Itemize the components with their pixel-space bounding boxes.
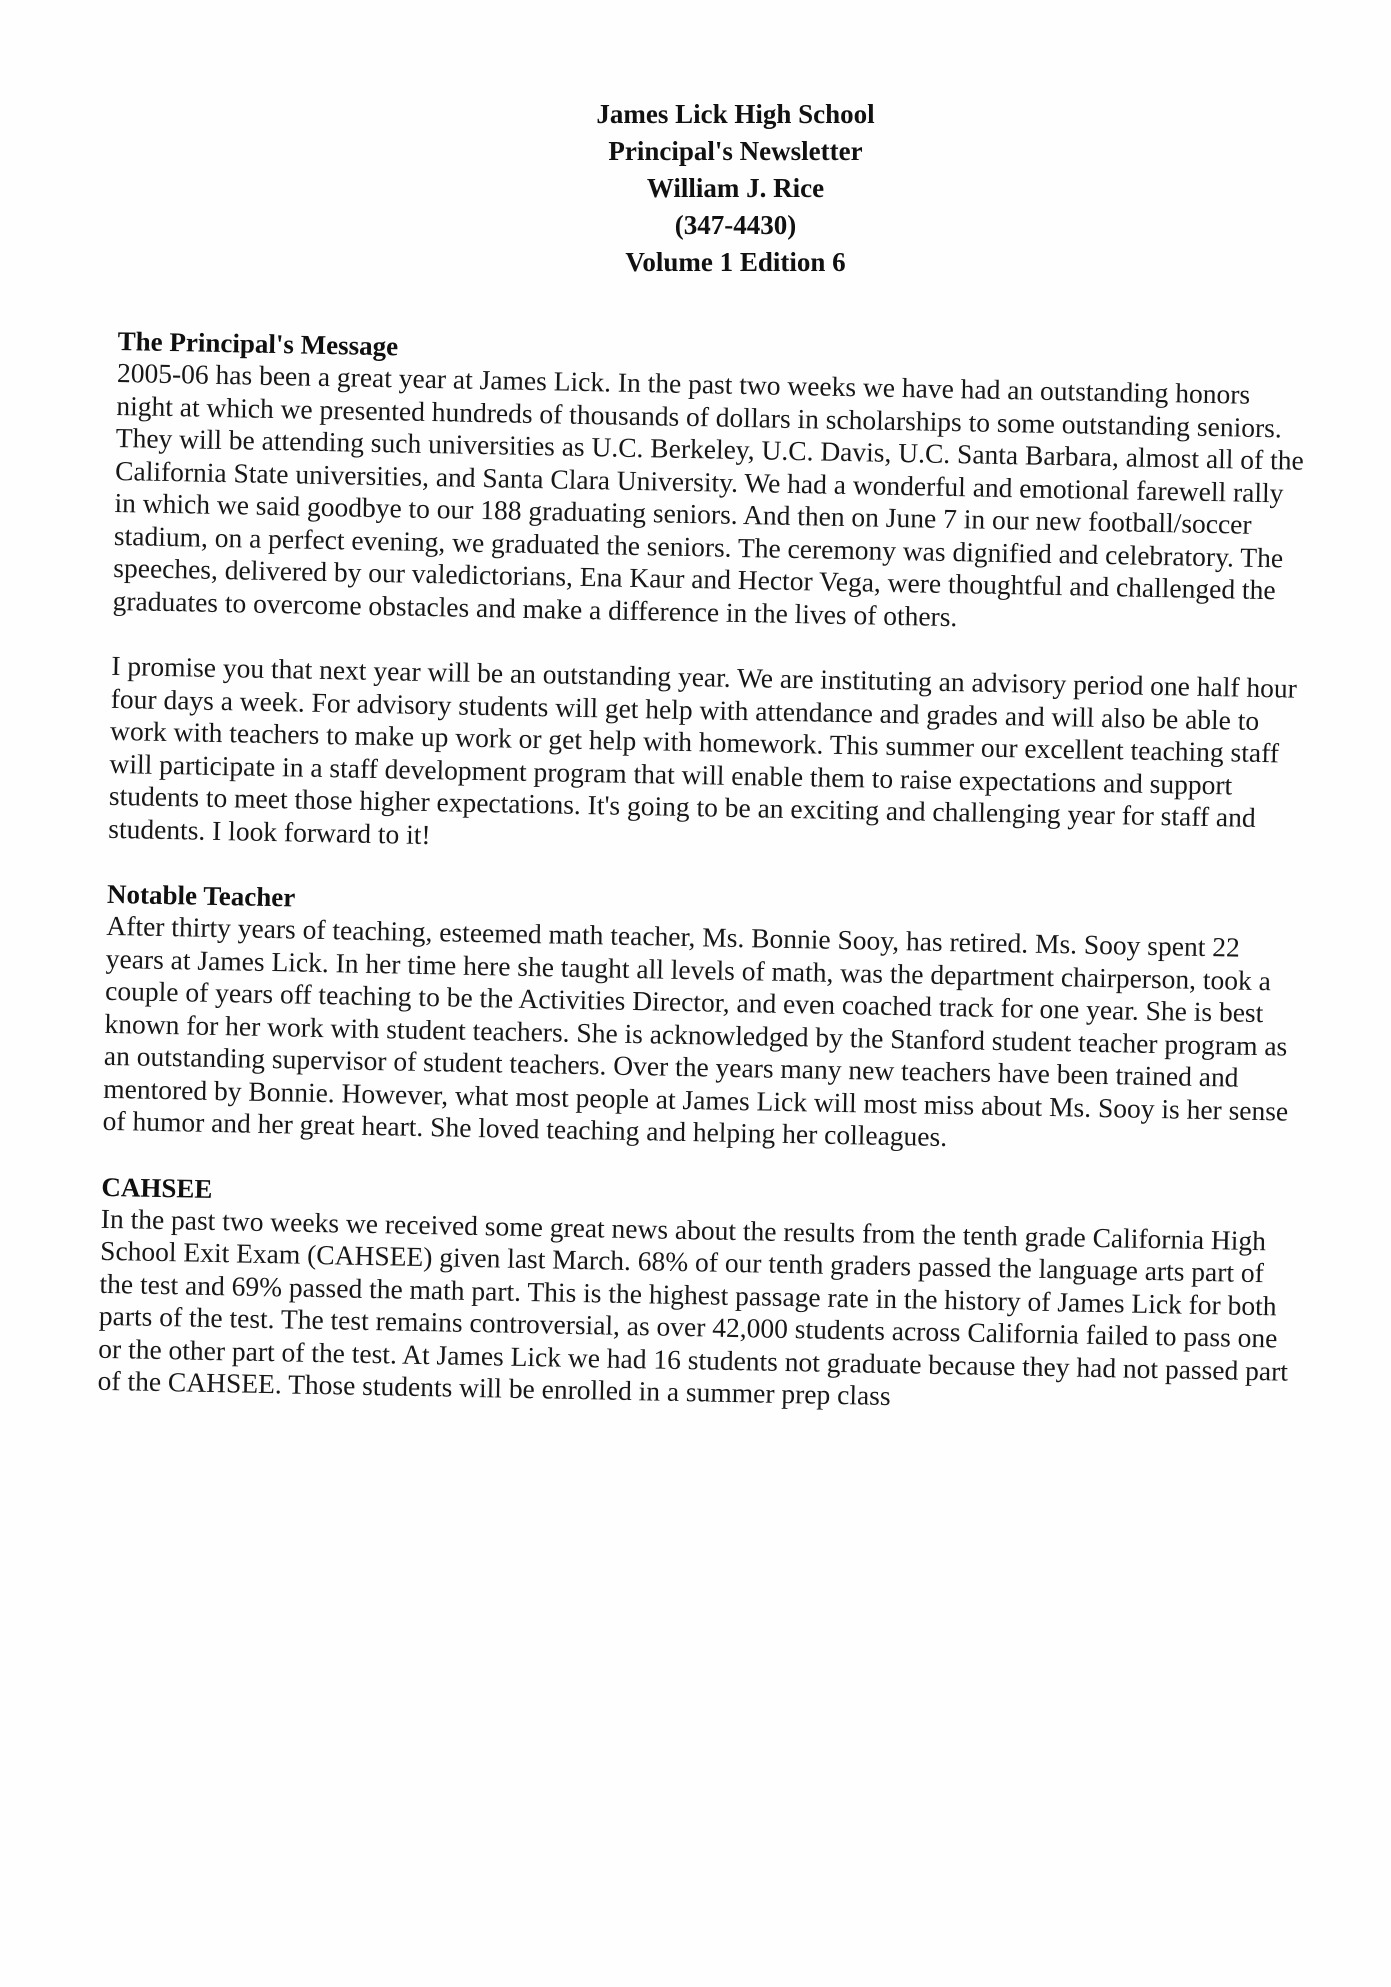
principal-message-heading: The Principal's Message (117, 325, 399, 362)
notable-teacher-heading: Notable Teacher (106, 878, 296, 913)
principal-name: William J. Rice (646, 173, 825, 203)
newsletter-body (97, 325, 1307, 1420)
principal-message-paragraph-1: 2005-06 has been a great year at James Lick. In the past two weeks we have had an outstanding honors night at which we presented hundreds of thousands of dollars in scholarships to some outstanding seniors. They will be attending such universities as U.C. Berkeley, U.C. Davis, U.C. Santa Barbara, almost all of the California State universities, and Santa Clara University. We had a wonderful and emotional farewell rally in which we said goodbye to our 188 graduating seniors. And then on June 7 in our new football/soccer stadium, on a perfect evening, we graduated the seniors. The ceremony was dignified and celebratory. The speeches, delivered by our valedictorians, Ena Kaur and Hector Vega, were thoughtful and challenged the graduates to overcome obstacles and make a difference in the lives of others. (112, 356, 1305, 632)
edition-label: Volume 1 Edition 6 (625, 247, 846, 277)
notable-teacher-paragraph: After thirty years of teaching, esteemed math teacher, Ms. Bonnie Sooy, has retired. Ms. Sooy spent 22 years at James Lick. In her time here she taught all levels of math, was the department chairperson, took a couple of years off teaching to be the Activities Director, and even coached track for one year. She is best known for her work with student teachers. She is acknowledged by the Stanford student teacher program as an outstanding supervisor of student teachers. Over the years many new teachers have been trained and mentored by Bonnie. However, what most people at James Lick will most miss about Ms. Sooy is her sense of humor and her great heart. She loved teaching and helping her colleagues. (102, 909, 1289, 1153)
cahsee-heading: CAHSEE (101, 1171, 213, 1204)
masthead (0, 96, 1391, 281)
principal-message-paragraph-2: I promise you that next year will be an outstanding year. We are instituting an advisory period one half hour four days a week. For advisory students will get help with attendance and grades and will also be able to work with teachers to make up work or get help with homework. This summer our excellent teaching staff will participate in a staff development program that will enable them to raise expectations and support students to meet those higher expectations. It's going to be an exciting and challenging year for staff and students. I look forward to it! (108, 649, 1298, 850)
school-name: James Lick High School (596, 99, 875, 129)
cahsee-paragraph: In the past two weeks we received some great news about the results from the tenth grade California High School Exit Exam (CAHSEE) given last March. 68% of our tenth graders passed the language arts part of the test and 69% passed the math part. This is the highest passage rate in the history of James Lick for both parts of the test. The test remains controversial, as over 42,000 students across California failed to pass one or the other part of the test. At James Lick we had 16 students not graduate because they had not passed part of the CAHSEE. Those students will be enrolled in a summer prep class (97, 1202, 1289, 1412)
newsletter-title: Principal's Newsletter (608, 136, 863, 166)
phone-number: (347-4430) (674, 210, 797, 240)
